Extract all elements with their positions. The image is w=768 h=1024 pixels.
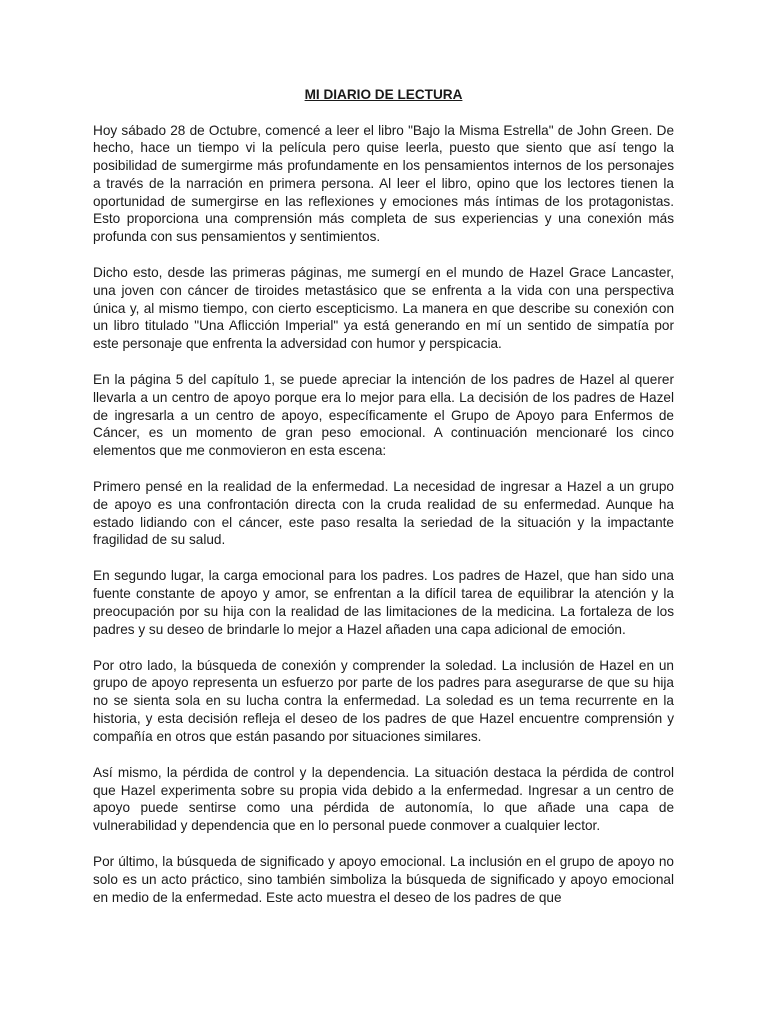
document-title: MI DIARIO DE LECTURA [304,87,463,102]
paragraph-hazel-intro: Dicho esto, desde las primeras páginas, me sumergí en el mundo de Hazel Grace Lancaster, una joven con cáncer de tiroides metastásico que se enfrenta a la vida con una perspectiva única y, al mismo tiempo, con cierto escepticismo. La manera en que describe su conexión con un libro titulado "Una Aflicción Imperial" ya está generando en mí un sentido de simpatía por este personaje que enfrenta la adversidad con humor y perspicacia. [93,265,674,351]
paragraph-element-2: En segundo lugar, la carga emocional para los padres. Los padres de Hazel, que han sido una fuente constante de apoyo y amor, se enfrentan a la difícil tarea de equilibrar la atención y la preocupación por su hija con la realidad de las limitaciones de la medicina. La fortaleza de los padres y su deseo de brindarle lo mejor a Hazel añaden una capa adicional de emoción. [93,568,674,637]
paragraph-chapter-1: En la página 5 del capítulo 1, se puede apreciar la intención de los padres de Hazel al querer llevarla a un centro de apoyo porque era lo mejor para ella. La decisión de los padres de Hazel de ingresarla a un centro de apoyo, específicamente el Grupo de Apoyo para Enfermos de Cáncer, es un momento de gran peso emocional. A continuación mencionaré los cinco elementos que me conmovieron en esta escena: [93,372,674,458]
document-page [93,86,674,925]
paragraph-element-3: Por otro lado, la búsqueda de conexión y comprender la soledad. La inclusión de Hazel en un grupo de apoyo representa un esfuerzo por parte de los padres para asegurarse de que su hija no se sienta sola en su lucha contra la enfermedad. La soledad es un tema recurrente en la historia, y esta decisión refleja el deseo de los padres de que Hazel encuentre comprensión y compañía en otros que están pasando por situaciones similares. [93,657,674,744]
paragraph-element-4: Así mismo, la pérdida de control y la dependencia. La situación destaca la pérdida de control que Hazel experimenta sobre su propia vida debido a la enfermedad. Ingresar a un centro de apoyo puede sentirse como una pérdida de autonomía, lo que añade una capa de vulnerabilidad y dependencia que en lo personal puede conmover a cualquier lector. [93,764,674,833]
paragraph-element-1: Primero pensé en la realidad de la enfermedad. La necesidad de ingresar a Hazel a un grupo de apoyo es una confrontación directa con la cruda realidad de su enfermedad. Aunque ha estado lidiando con el cáncer, este paso resalta la seriedad de la situación y la impactante fragilidad de su salud. [93,479,674,548]
paragraph-intro: Hoy sábado 28 de Octubre, comencé a leer el libro "Bajo la Misma Estrella" de John Green. De hecho, hace un tiempo vi la película pero quise leerla, puesto que siento que así tengo la posibilidad de sumergirme más profundamente en los pensamientos internos de los personajes a través de la narración en primera persona. Al leer el libro, opino que los lectores tienen la oportunidad de sumergirse en las reflexiones y emociones más íntimas de los protagonistas. Esto proporciona una comprensión más completa de sus experiencias y una conexión más profunda con sus pensamientos y sentimientos. [93,122,674,244]
paragraph-element-5: Por último, la búsqueda de significado y apoyo emocional. La inclusión en el grupo de apoyo no solo es un acto práctico, sino también simboliza la búsqueda de significado y apoyo emocional en medio de la enfermedad. Este acto muestra el deseo de los padres de que [93,854,674,905]
